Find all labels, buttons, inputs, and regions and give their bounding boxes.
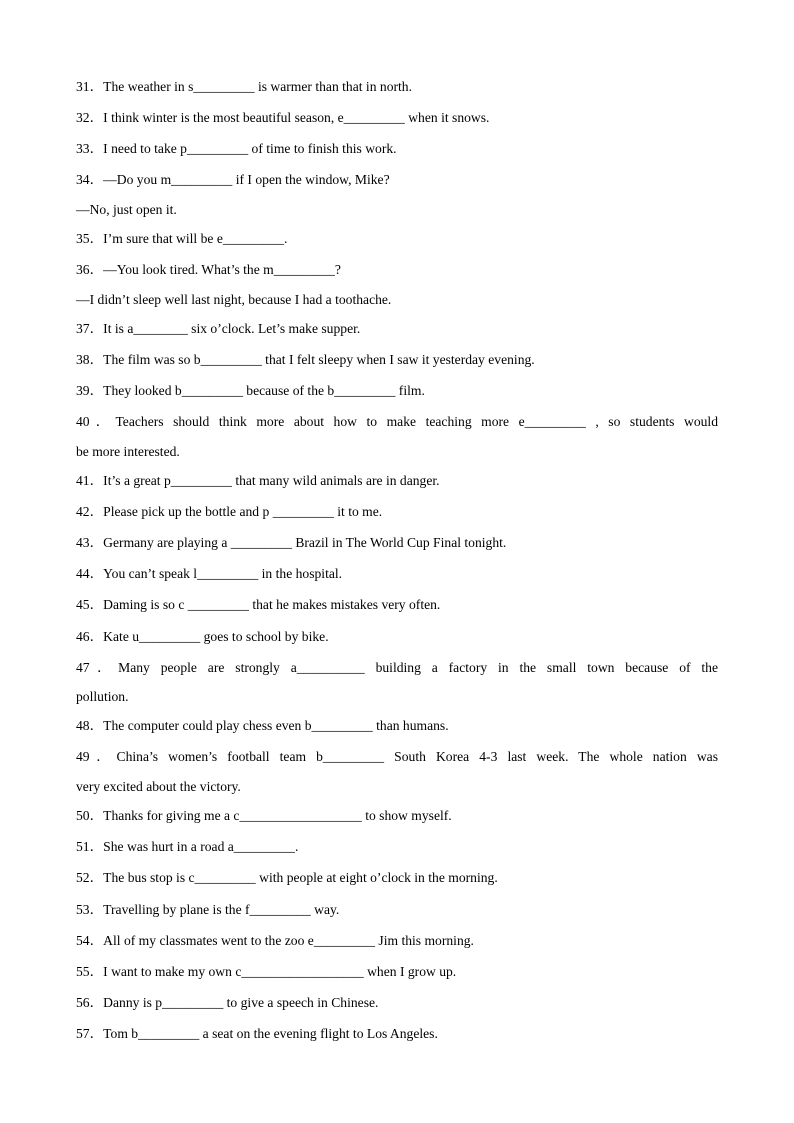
question-53: 53．Travelling by plane is the f_________ way. — [76, 902, 340, 917]
question-44: 44．You can’t speak l_________ in the hospital. — [76, 566, 343, 581]
question-39: 39．They looked b_________ because of the b_________ film. — [76, 383, 425, 398]
question-50: 50．Thanks for giving me a c__________________ to show myself. — [76, 808, 452, 823]
question-41: 41．It’s a great p_________ that many wild animals are in danger. — [76, 473, 440, 488]
question-33: 33．I need to take p_________ of time to finish this work. — [76, 141, 397, 156]
question-37: 37．It is a________ six o’clock. Let’s make supper. — [76, 321, 361, 336]
question-49-continued: very excited about the victory. — [76, 779, 241, 794]
question-40: 40．Teachers should think more about how to make teaching more e_________ , so students would — [76, 414, 718, 429]
question-57: 57．Tom b_________ a seat on the evening flight to Los Angeles. — [76, 1026, 438, 1041]
question-47: 47．Many people are strongly a__________ building a factory in the small town because of the — [76, 660, 718, 675]
question-38: 38．The film was so b_________ that I felt sleepy when I saw it yesterday evening. — [76, 352, 535, 367]
question-34-answer: —No, just open it. — [76, 202, 177, 217]
question-35: 35．I’m sure that will be e_________. — [76, 231, 288, 246]
question-56: 56．Danny is p_________ to give a speech in Chinese. — [76, 995, 379, 1010]
question-52: 52．The bus stop is c_________ with people at eight o’clock in the morning. — [76, 870, 498, 885]
question-48: 48．The computer could play chess even b_________ than humans. — [76, 718, 449, 733]
question-40-continued: be more interested. — [76, 444, 180, 459]
question-36-answer: —I didn’t sleep well last night, because I had a toothache. — [76, 292, 392, 307]
question-43: 43．Germany are playing a _________ Brazil in The World Cup Final tonight. — [76, 535, 507, 550]
question-36: 36．—You look tired. What’s the m_________? — [76, 262, 341, 277]
question-51: 51．She was hurt in a road a_________. — [76, 839, 299, 854]
question-46: 46．Kate u_________ goes to school by bike. — [76, 629, 329, 644]
question-54: 54．All of my classmates went to the zoo e_________ Jim this morning. — [76, 933, 474, 948]
question-42: 42．Please pick up the bottle and p _________ it to me. — [76, 504, 383, 519]
question-55: 55．I want to make my own c__________________ when I grow up. — [76, 964, 457, 979]
question-34: 34．—Do you m_________ if I open the window, Mike? — [76, 172, 390, 187]
question-45: 45．Daming is so c _________ that he makes mistakes very often. — [76, 597, 441, 612]
question-47-continued: pollution. — [76, 689, 129, 704]
question-49: 49．China’s women’s football team b_________ South Korea 4-3 last week. The whole nation was — [76, 749, 718, 764]
question-32: 32．I think winter is the most beautiful season, e_________ when it snows. — [76, 110, 490, 125]
question-31: 31．The weather in s_________ is warmer than that in north. — [76, 79, 412, 94]
